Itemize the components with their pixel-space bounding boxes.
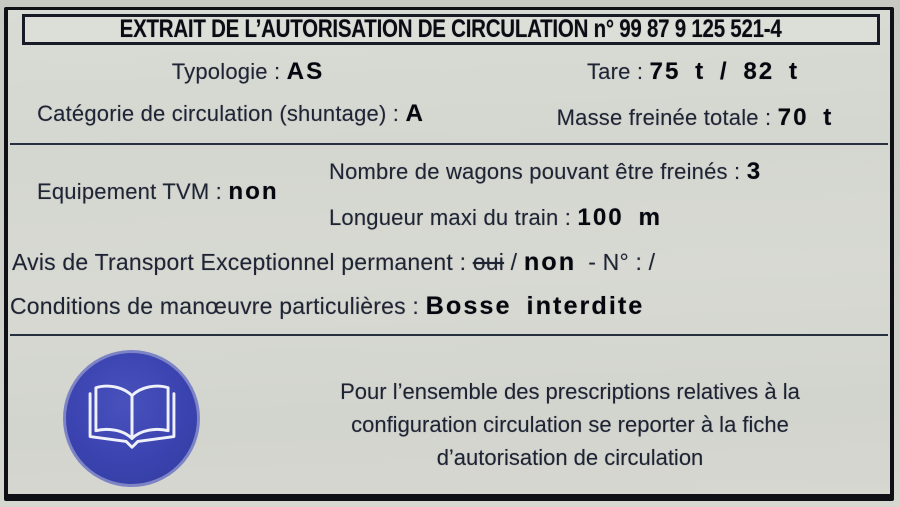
masse-freinee-value: 70 t [777, 104, 834, 131]
wagons-freines-line [329, 158, 762, 186]
categorie-label: Catégorie de circulation (shuntage) : [37, 101, 406, 126]
section-divider-2 [10, 334, 888, 336]
footer-note-line3: d’autorisation de circulation [436, 445, 704, 470]
typologie-label: Typologie : [171, 59, 287, 84]
avis-numero: - N° : / [588, 249, 656, 275]
equipement-tvm-value: non [228, 178, 279, 205]
avis-option-non: non [523, 248, 577, 276]
tare-line [453, 58, 900, 86]
conditions-manoeuvre-label: Conditions de manœuvre particulières : [10, 293, 426, 319]
typologie-value: AS [286, 58, 325, 85]
placard-title: EXTRAIT DE L’AUTORISATION DE CIRCULATION n° 99 87 9 125 521-4 [120, 15, 782, 43]
footer-note-line2: configuration circulation se reporter à la fiche [351, 412, 789, 437]
footer-note-line1: Pour l’ensemble des prescriptions relatives à la [340, 379, 800, 404]
avis-option-separator: / [504, 249, 524, 275]
categorie-circulation-line [0, 100, 462, 128]
longueur-maxi-value: 100 m [577, 204, 662, 231]
footer-note [290, 375, 850, 474]
categorie-value: A [405, 100, 425, 127]
tare-value: 75 t / 82 t [649, 58, 800, 85]
section-divider-1 [10, 143, 888, 145]
avis-option-oui-struck: oui [472, 249, 505, 275]
wagons-freines-label: Nombre de wagons pouvant être freinés : [329, 159, 747, 184]
wagons-freines-value: 3 [746, 158, 763, 185]
masse-freinee-line [455, 104, 900, 132]
longueur-maxi-line [329, 204, 662, 232]
open-book-icon [83, 380, 181, 458]
tare-label: Tare : [586, 59, 650, 84]
masse-freinee-label: Masse freinée totale : [556, 105, 778, 130]
conditions-manoeuvre-value: Bosse interdite [425, 292, 645, 320]
equipement-tvm-label: Equipement TVM : [37, 179, 229, 204]
avis-transport-line [12, 248, 655, 276]
conditions-manoeuvre-line [10, 292, 644, 320]
longueur-maxi-label: Longueur maxi du train : [329, 205, 578, 230]
header-box [22, 14, 880, 45]
avis-transport-label: Avis de Transport Exceptionnel permanent : [12, 249, 473, 275]
equipement-tvm-line [37, 178, 279, 206]
mandatory-blue-sign [63, 350, 200, 487]
typologie-line [0, 58, 496, 86]
